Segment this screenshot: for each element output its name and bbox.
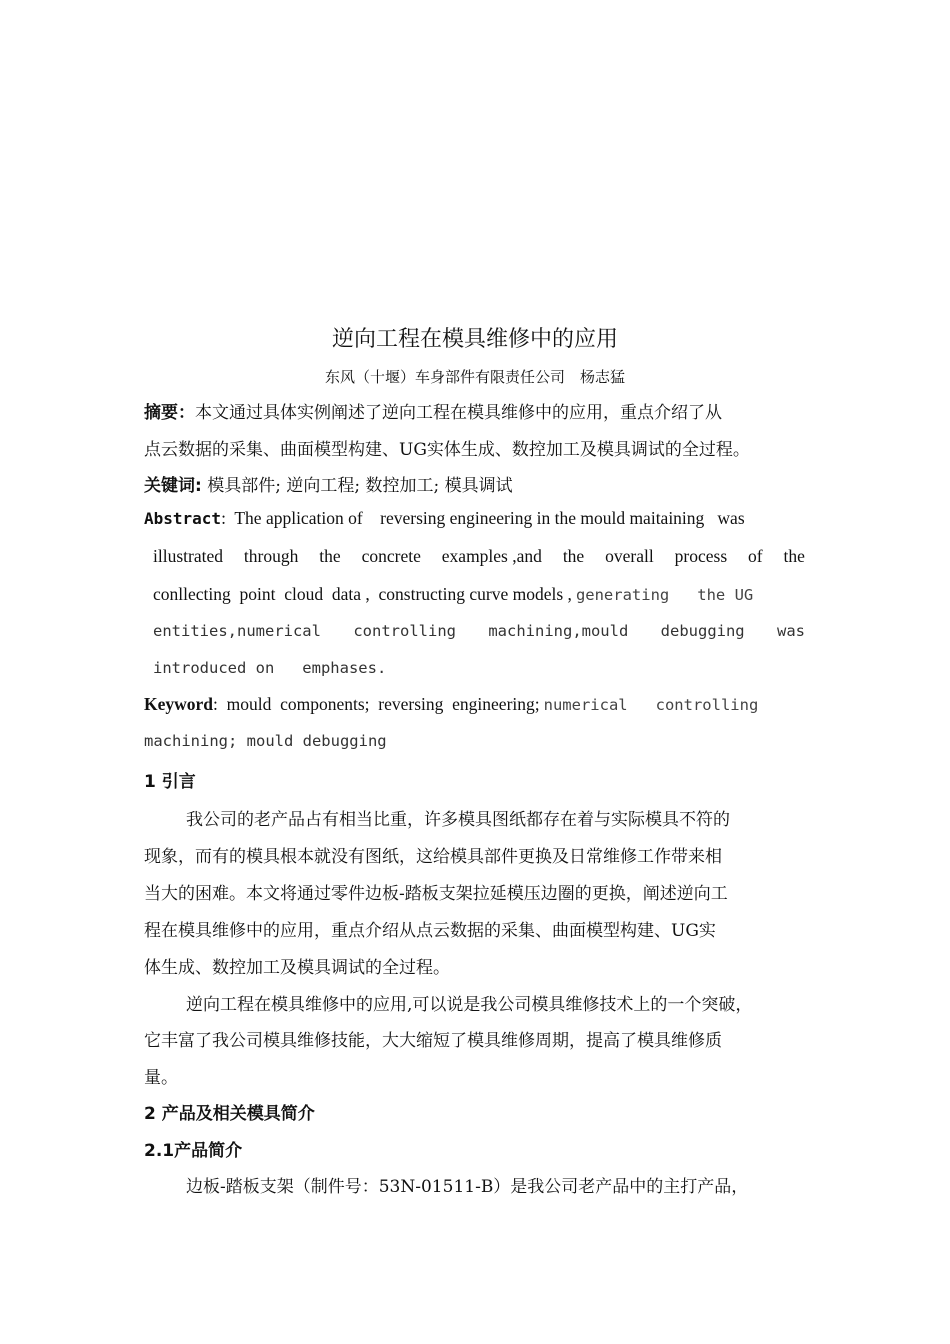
abstract-cn-text-1: 本文通过具体实例阐述了逆向工程在模具维修中的应用，重点介绍了从: [195, 403, 722, 423]
keywords-en-line-1: [144, 694, 758, 715]
abstract-cn-label: 摘要：: [144, 403, 195, 423]
keywords-en-line-2: machining; mould debugging: [144, 732, 387, 750]
abstract-en-text-3: conllecting point cloud data , constructing curve models ,: [153, 584, 572, 604]
abstract-en-word: examples ,and: [441, 546, 542, 566]
abstract-en-word: the: [319, 546, 341, 566]
abstract-en-line-4: [153, 622, 805, 640]
section-2-1-heading: 2.1产品简介: [144, 1141, 243, 1161]
abstract-en-word: was: [777, 622, 805, 640]
keywords-cn: [144, 471, 513, 496]
abstract-en-label: Abstract: [144, 509, 222, 528]
abstract-en-word: through: [243, 546, 299, 566]
abstract-en-text-1: : The application of reversing engineering in the mould maitaining was: [221, 508, 745, 528]
abstract-en-word: the: [783, 546, 805, 566]
section-2-1-p1-line: 边板-踏板支架（制件号：53N-01511-B）是我公司老产品中的主打产品，: [186, 1177, 749, 1197]
keywords-en-text-1: : mould components; reversing engineering;: [213, 694, 540, 714]
keywords-en-label: Keyword: [144, 694, 214, 714]
section-1-p1-line: 我公司的老产品占有相当比重，许多模具图纸都存在着与实际模具不符的: [186, 810, 730, 830]
abstract-en-text-3-mono: generating the UG: [575, 586, 754, 604]
section-1-heading: 1 引言: [144, 772, 196, 792]
section-1-p2-line: 逆向工程在模具维修中的应用,可以说是我公司模具维修技术上的一个突破，: [186, 995, 753, 1015]
abstract-cn-line-2: 点云数据的采集、曲面模型构建、UG实体生成、数控加工及模具调试的全过程。: [144, 440, 750, 460]
section-1-p1-line: 程在模具维修中的应用，重点介绍从点云数据的采集、曲面模型构建、UG实: [144, 921, 716, 941]
keywords-en-text-1-mono: numerical controlling: [543, 696, 759, 714]
abstract-en-line-1: [144, 508, 745, 529]
abstract-en-word: controlling: [353, 622, 456, 640]
abstract-en-word: the: [562, 546, 585, 566]
author-affiliation: 东风（十堰）车身部件有限责任公司 杨志猛: [324, 368, 625, 386]
abstract-en-word: process: [674, 546, 728, 566]
abstract-en-word: illustrated: [153, 546, 223, 566]
abstract-en-line-2: [153, 546, 805, 567]
abstract-en-word: machining,mould: [488, 622, 629, 640]
abstract-en-word: of: [748, 546, 763, 566]
section-1-p1-line: 当大的困难。本文将通过零件边板-踏板支架拉延模压边圈的更换，阐述逆向工: [144, 884, 728, 904]
section-1-p1-line: 现象，而有的模具根本就没有图纸，这给模具部件更换及日常维修工作带来相: [144, 847, 722, 867]
keywords-cn-label: 关键词:: [144, 476, 202, 496]
abstract-en-word: debugging: [660, 622, 745, 640]
paper-title: 逆向工程在模具维修中的应用: [331, 327, 618, 352]
abstract-en-line-3: [153, 584, 753, 605]
abstract-en-word: overall: [605, 546, 654, 566]
abstract-cn-line-1: [144, 398, 722, 423]
abstract-en-word: entities,numerical: [153, 622, 321, 640]
section-1-p1-line: 体生成、数控加工及模具调试的全过程。: [144, 958, 450, 978]
abstract-en-word: concrete: [361, 546, 421, 566]
section-1-p2-line: 量。: [144, 1068, 178, 1088]
abstract-en-line-5: introduced on emphases.: [153, 659, 387, 677]
keywords-cn-text: 模具部件; 逆向工程; 数控加工; 模具调试: [201, 476, 513, 496]
section-2-heading: 2 产品及相关模具简介: [144, 1104, 315, 1124]
section-1-p2-line: 它丰富了我公司模具维修技能，大大缩短了模具维修周期，提高了模具维修质: [144, 1031, 722, 1051]
